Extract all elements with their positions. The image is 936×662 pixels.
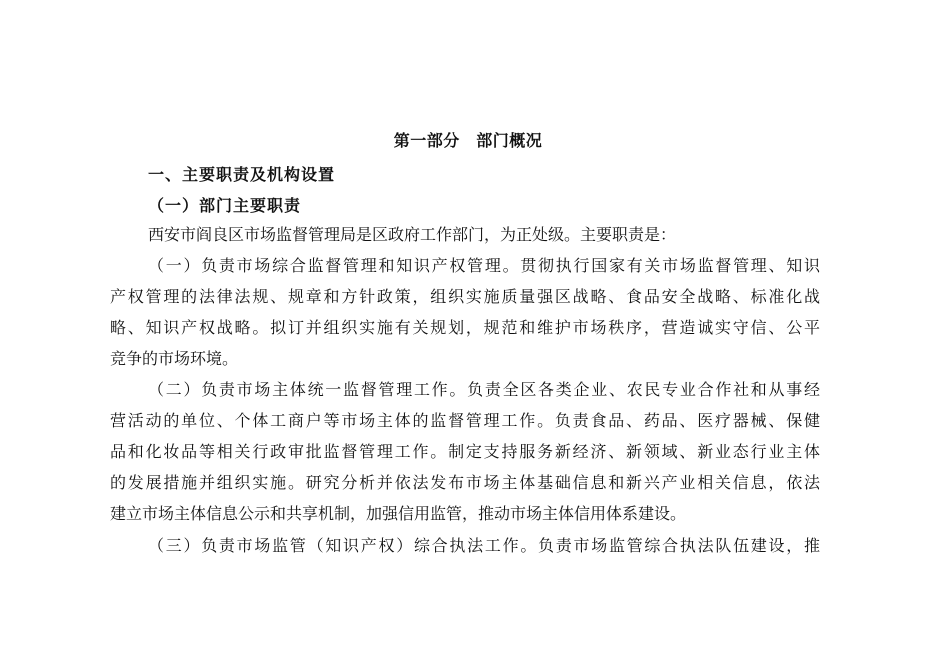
paragraph-line: 产权管理的法律法规、规章和方针政策，组织实施质量强区战略、食品安全战略、标准化战	[110, 287, 820, 306]
paragraph-intro-line: 西安市阎良区市场监督管理局是区政府工作部门，为正处级。主要职责是：	[148, 225, 677, 244]
paragraph-line: 品和化妆品等相关行政审批监督管理工作。制定支持服务新经济、新领域、新业态行业主体	[110, 442, 820, 461]
paragraph-line: （二）负责市场主体统一监督管理工作。负责全区各类企业、农民专业合作社和从事经	[148, 380, 820, 399]
paragraph-line: （一）负责市场综合监督管理和知识产权管理。贯彻执行国家有关市场监督管理、知识	[148, 256, 820, 275]
paragraph-line: （三）负责市场监管（知识产权）综合执法工作。负责市场监管综合执法队伍建设，推	[148, 536, 820, 555]
subsection-heading: （一）部门主要职责	[148, 196, 302, 215]
paragraph-line: 建立市场主体信息公示和共享机制，加强信用监管，推动市场主体信用体系建设。	[110, 504, 687, 523]
paragraph-line: 营活动的单位、个体工商户等市场主体的监督管理工作。负责食品、药品、医疗器械、保健	[110, 411, 820, 430]
page-title: 第一部分 部门概况	[393, 131, 543, 150]
paragraph-line: 略、知识产权战略。拟订并组织实施有关规划，规范和维护市场秩序，营造诚实守信、公平	[110, 318, 820, 337]
paragraph-line: 的发展措施并组织实施。研究分析并依法发布市场主体基础信息和新兴产业相关信息，依法	[110, 473, 820, 492]
section-heading: 一、主要职责及机构设置	[148, 165, 336, 184]
paragraph-line: 竞争的市场环境。	[110, 349, 239, 368]
